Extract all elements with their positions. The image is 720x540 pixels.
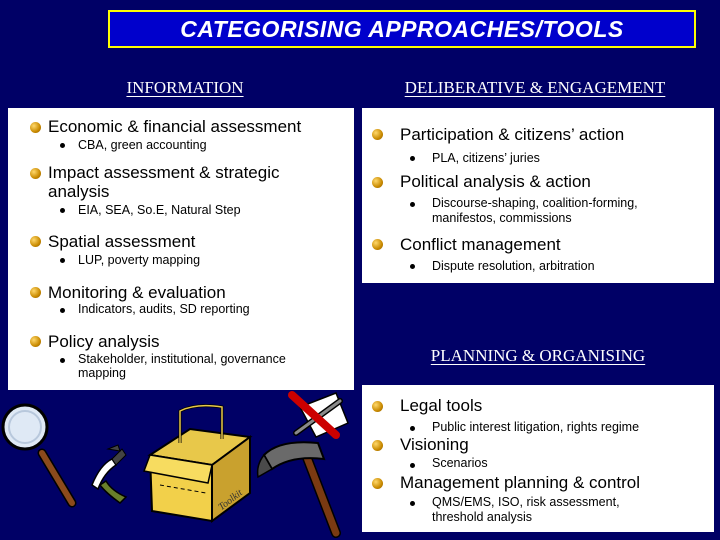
delib-item-conflict: Conflict management (400, 235, 561, 254)
info-item-monitoring: Monitoring & evaluation (48, 283, 226, 302)
wire-cutter-icon (92, 445, 126, 503)
dot-icon (410, 156, 415, 161)
page-title: CATEGORISING APPROACHES/TOOLS (180, 15, 624, 42)
info-sub-spatial: LUP, poverty mapping (78, 253, 201, 267)
dot-icon (60, 208, 65, 213)
toolkit-label: Toolkit (216, 487, 245, 514)
delib-sub-political: Discourse-shaping, coalition-forming, (432, 196, 638, 210)
info-sub-policy-line2: mapping (78, 366, 126, 380)
bullet-icon (372, 478, 383, 489)
plan-sub-visioning: Scenarios (432, 456, 488, 470)
magnifying-glass-icon (3, 405, 72, 503)
info-sub-monitoring: Indicators, audits, SD reporting (78, 302, 250, 316)
dot-icon (60, 258, 65, 263)
info-item-spatial: Spatial assessment (48, 232, 196, 251)
bullet-icon (372, 129, 383, 140)
plan-sub-management: QMS/EMS, ISO, risk assessment, (432, 495, 620, 509)
no-wrench-icon (292, 393, 348, 437)
header-information: INFORMATION (126, 78, 244, 97)
tools-illustration (0, 385, 362, 540)
dot-icon (410, 264, 415, 269)
bullet-icon (372, 239, 383, 250)
info-item-policy: Policy analysis (48, 332, 160, 351)
bullet-icon (372, 440, 383, 451)
plan-item-legal: Legal tools (400, 396, 483, 415)
title-banner (108, 10, 696, 48)
dot-icon (410, 426, 415, 431)
header-planning: PLANNING & ORGANISING (362, 327, 714, 385)
bullet-icon (30, 287, 41, 298)
bullet-icon (30, 336, 41, 347)
bullet-icon (372, 401, 383, 412)
delib-item-political: Political analysis & action (400, 172, 591, 191)
header-deliberative: DELIBERATIVE & ENGAGEMENT (404, 78, 666, 97)
dot-icon (410, 463, 415, 468)
dot-icon (60, 308, 65, 313)
plan-item-visioning: Visioning (400, 435, 469, 454)
delib-item-participation: Participation & citizens’ action (400, 125, 625, 144)
delib-sub-participation: PLA, citizens’ juries (432, 151, 540, 165)
info-item-impact-line2: analysis (48, 182, 110, 201)
delib-sub-conflict: Dispute resolution, arbitration (432, 259, 595, 273)
bullet-icon (30, 236, 41, 247)
info-sub-impact: EIA, SEA, So.E, Natural Step (78, 203, 241, 217)
dot-icon (60, 143, 65, 148)
plan-item-management: Management planning & control (400, 473, 641, 492)
plan-sub-management-line2: threshold analysis (432, 510, 533, 524)
delib-sub-political-line2: manifestos, commissions (432, 211, 572, 225)
dot-icon (410, 501, 415, 506)
info-item-economic: Economic & financial assessment (48, 117, 302, 136)
dot-icon (60, 358, 65, 363)
toolbox-icon (144, 406, 250, 521)
bullet-icon (372, 177, 383, 188)
info-item-impact: Impact assessment & strategic (48, 163, 280, 182)
bullet-icon (30, 168, 41, 179)
info-sub-policy: Stakeholder, institutional, governance (78, 352, 286, 366)
hammer-icon (258, 442, 336, 533)
dot-icon (410, 202, 415, 207)
plan-sub-legal: Public interest litigation, rights regime (432, 420, 640, 434)
info-sub-economic: CBA, green accounting (78, 138, 207, 152)
bullet-icon (30, 122, 41, 133)
